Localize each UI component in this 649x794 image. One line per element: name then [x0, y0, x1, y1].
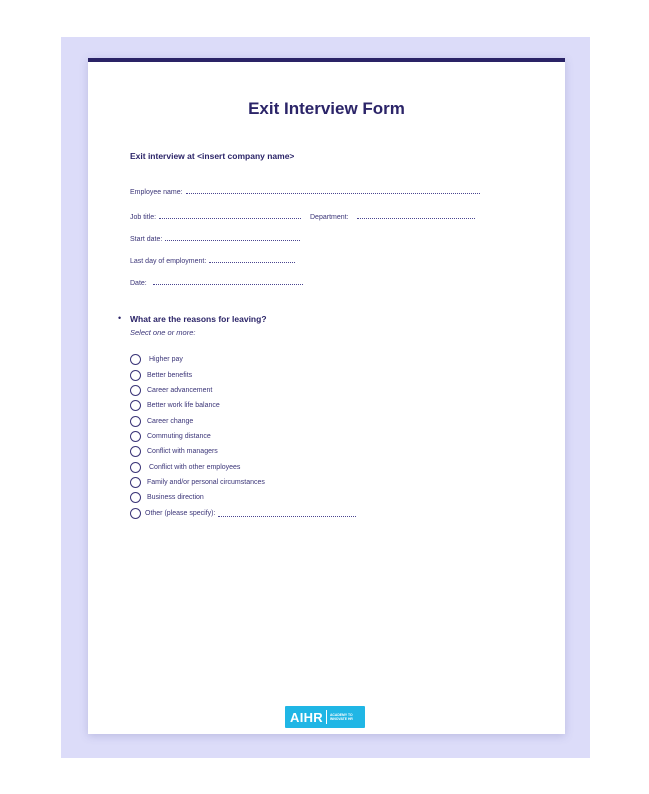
radio-button[interactable] [130, 462, 141, 473]
option-commuting-distance[interactable] [130, 429, 356, 444]
start-date-field[interactable] [130, 234, 300, 243]
option-better-benefits[interactable] [130, 367, 356, 382]
form-subtitle: Exit interview at <insert company name> [130, 151, 295, 161]
aihr-logo [285, 706, 365, 728]
date-line[interactable] [153, 278, 303, 285]
employee-name-label: Employee name: [130, 189, 183, 196]
radio-button[interactable] [130, 416, 141, 427]
option-work-life-balance[interactable] [130, 398, 356, 413]
other-specify-line[interactable] [218, 510, 356, 517]
job-title-label: Job title: [130, 214, 157, 221]
option-career-change[interactable] [130, 413, 356, 428]
option-family-personal[interactable] [130, 475, 356, 490]
radio-button[interactable] [130, 385, 141, 396]
department-line[interactable] [357, 212, 475, 219]
radio-button[interactable] [130, 508, 141, 519]
option-label: Higher pay [149, 356, 183, 364]
last-day-label: Last day of employment: [130, 258, 207, 265]
department-label: Department: [310, 214, 349, 221]
option-label: Other (please specify): [145, 509, 216, 517]
option-other[interactable] [130, 505, 356, 520]
option-conflict-employees[interactable] [130, 459, 356, 474]
radio-button[interactable] [130, 400, 141, 411]
logo-divider [326, 710, 327, 724]
option-label: Conflict with other employees [149, 463, 241, 471]
radio-button[interactable] [130, 431, 141, 442]
logo-tagline [330, 713, 353, 721]
radio-button[interactable] [130, 370, 141, 381]
option-label: Family and/or personal circumstances [147, 478, 265, 486]
option-conflict-managers[interactable] [130, 444, 356, 459]
reasons-options-list [130, 352, 356, 521]
option-label: Commuting distance [147, 432, 211, 440]
last-day-line[interactable] [209, 256, 295, 263]
logo-tagline-line-1: ACADEMY TO [329, 713, 353, 717]
option-label: Career change [147, 417, 194, 425]
employee-name-line[interactable] [186, 187, 480, 194]
header-bar [88, 58, 565, 62]
start-date-label: Start date: [130, 236, 163, 243]
start-date-line[interactable] [165, 234, 300, 241]
option-label: Conflict with managers [147, 448, 218, 456]
date-field[interactable] [130, 278, 303, 287]
reasons-question: What are the reasons for leaving? [130, 314, 267, 324]
form-title: Exit Interview Form [248, 99, 405, 118]
logo-wordmark: AIHR [290, 709, 323, 725]
option-label: Career advancement [147, 386, 213, 394]
department-field[interactable] [310, 212, 475, 221]
question-bullet: • [118, 313, 122, 323]
option-label: Better work life balance [147, 402, 220, 410]
date-label: Date: [130, 280, 147, 287]
logo-tagline-line-2: INNOVATE HR [329, 717, 353, 721]
question-hint: Select one or more: [130, 328, 196, 337]
radio-button[interactable] [130, 354, 141, 365]
job-title-line[interactable] [159, 212, 301, 219]
job-title-field[interactable] [130, 212, 301, 221]
option-career-advancement[interactable] [130, 383, 356, 398]
last-day-field[interactable] [130, 256, 295, 265]
option-label: Better benefits [147, 371, 193, 379]
option-higher-pay[interactable] [130, 352, 356, 367]
option-business-direction[interactable] [130, 490, 356, 505]
form-page [88, 58, 565, 734]
radio-button[interactable] [130, 446, 141, 457]
employee-name-field[interactable] [130, 187, 480, 196]
radio-button[interactable] [130, 492, 141, 503]
option-label: Business direction [147, 494, 204, 502]
radio-button[interactable] [130, 477, 141, 488]
